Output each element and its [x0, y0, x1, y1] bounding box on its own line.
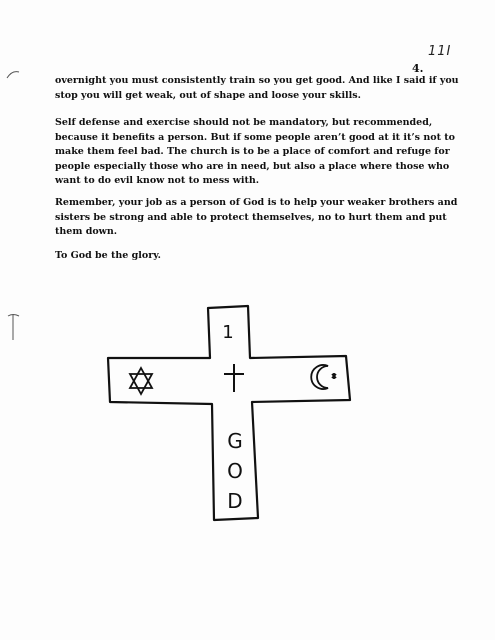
margin-mark-middle [6, 312, 20, 342]
page-number: 4. [412, 62, 424, 75]
cross-drawing [96, 296, 376, 536]
paragraph-3: Remember, your job as a person of God is to help your weaker brothers and sisters be strong and able to protect themselves, no to hurt them and put them down. [55, 197, 458, 237]
paragraph-1: overnight you must consistently train so you get good. And like I said if you stop you will get weak, out of shape and loose your skills. [55, 75, 459, 101]
letter-d: D [227, 489, 243, 513]
crescent-star-icon [311, 365, 336, 389]
paragraph-2: Self defense and exercise should not be mandatory, but recommended, because it benefits a person. But if some people aren’t good at it it’s not to make them feel bad. The church is to be a place of comfort and refuge for people especially those who are in need, but also a place where those who want to do evil know not to mess with. [55, 117, 455, 186]
margin-mark-top [6, 68, 20, 82]
handwritten-corner-note: 11I [428, 44, 452, 59]
letter-o: O [227, 459, 243, 483]
handwritten-one: 1 [222, 322, 234, 343]
letter-g: G [227, 429, 243, 453]
closing-line: To God be the glory. [55, 250, 161, 261]
cross-icon [224, 364, 244, 392]
star-of-david-icon [130, 368, 152, 394]
